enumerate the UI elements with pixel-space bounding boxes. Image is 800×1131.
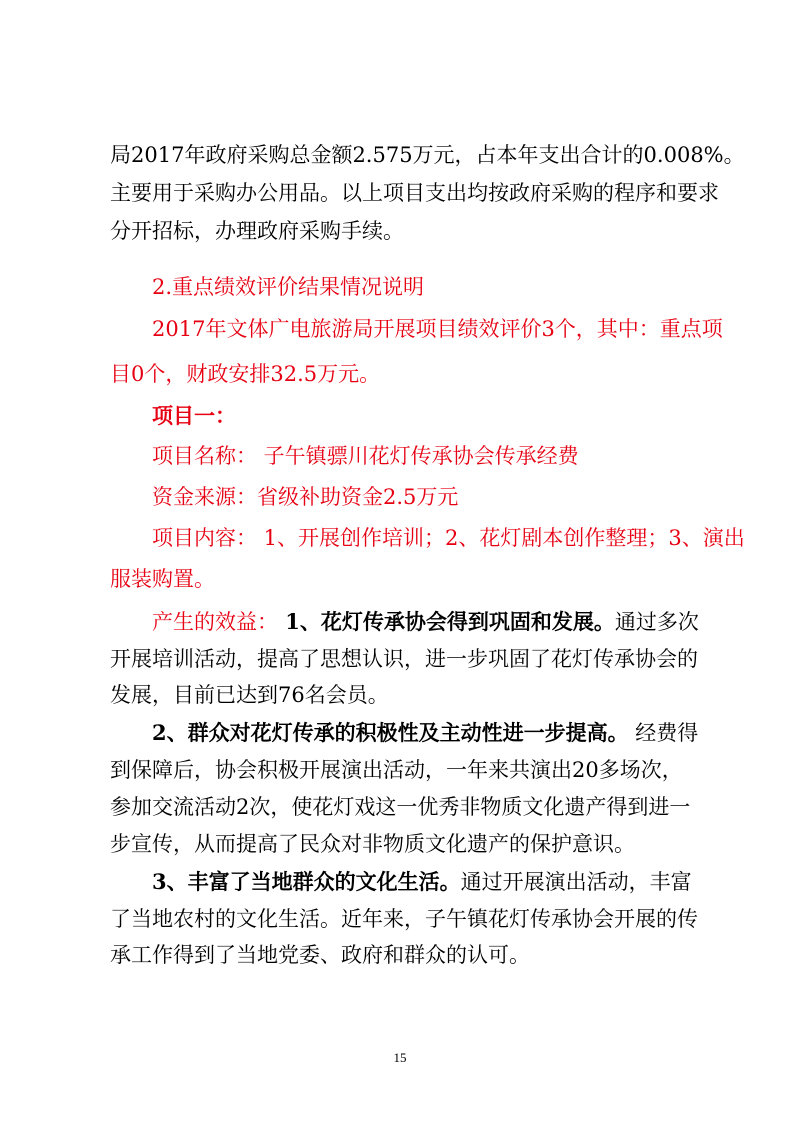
benefit-1-text: 通过多次 <box>614 610 699 634</box>
paragraph-procurement-line-2: 主要用于采购办公用品。以上项目支出均按政府采购的程序和要求 <box>110 181 719 205</box>
project-content-line-2: 服装购置。 <box>110 567 215 591</box>
page-number: 15 <box>393 1050 407 1065</box>
benefit-3-line-1 <box>152 866 692 898</box>
benefit-2-text: 经费得 <box>628 721 699 745</box>
benefit-3-title: 3、丰富了当地群众的文化生活。 <box>152 869 461 894</box>
project-name: 项目名称： 子午镇骠川花灯传承协会传承经费 <box>152 444 579 468</box>
project-funding: 资金来源：省级补助资金2.5万元 <box>152 485 459 509</box>
paragraph-procurement-line-3: 分开招标，办理政府采购手续。 <box>110 219 404 243</box>
summary-line-2: 目0个，财政安排32.5万元。 <box>110 362 381 386</box>
section-heading: 2.重点绩效评价结果情况说明 <box>152 275 425 299</box>
summary-line-1: 2017年文体广电旅游局开展项目绩效评价3个，其中：重点项 <box>152 317 723 341</box>
benefit-3-line-3: 承工作得到了当地党委、政府和群众的认可。 <box>110 943 530 967</box>
project-content-line-1: 项目内容： 1、开展创作培训；2、花灯剧本创作整理；3、演出 <box>152 526 745 550</box>
paragraph-procurement-line-1: 局2017年政府采购总金额2.575万元，占本年支出合计的0.008%。 <box>110 143 745 167</box>
benefit-2-line-3: 参加交流活动2次，使花灯戏这一优秀非物质文化遗产得到进一 <box>110 795 691 819</box>
project-title: 项目一： <box>152 403 236 428</box>
benefit-3-line-2: 了当地农村的文化生活。近年来，子午镇花灯传承协会开展的传 <box>110 907 698 931</box>
benefit-1-title: 1、花灯传承协会得到巩固和发展。 <box>278 609 615 634</box>
benefit-1-line-2: 开展培训活动，提高了思想认识，进一步巩固了花灯传承协会的 <box>110 647 698 671</box>
benefit-2-line-1 <box>152 717 698 749</box>
benefits-label: 产生的效益： <box>152 610 278 634</box>
benefit-2-title: 2、群众对花灯传承的积极性及主动性进一步提高。 <box>152 720 629 745</box>
benefit-3-text: 通过开展演出活动，丰富 <box>460 870 692 894</box>
benefit-1-line-3: 发展，目前已达到76名会员。 <box>110 683 389 707</box>
benefit-1-line-1 <box>152 606 699 638</box>
benefit-2-line-4: 步宣传，从而提高了民众对非物质文化遗产的保护意识。 <box>110 832 635 856</box>
benefit-2-line-2: 到保障后，协会积极开展演出活动，一年来共演出20多场次， <box>110 758 683 782</box>
